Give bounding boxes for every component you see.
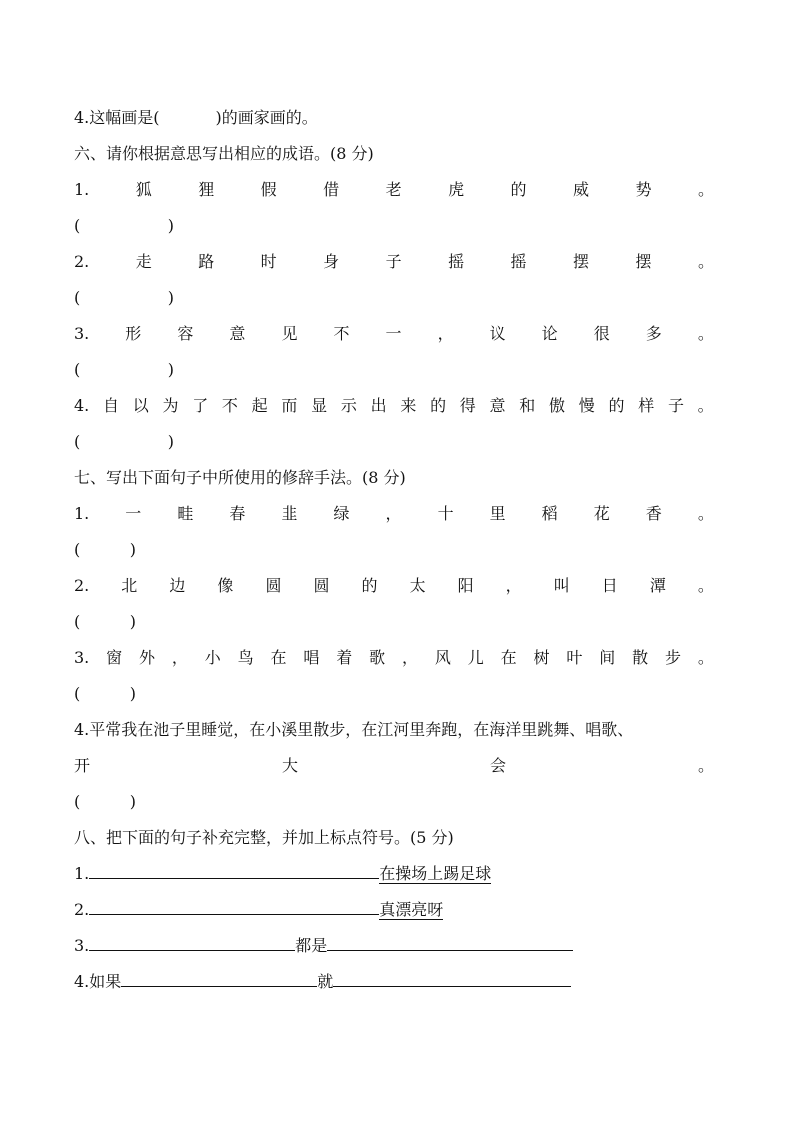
char: 以 bbox=[132, 396, 149, 415]
q5-item-4-suffix: )的画家画的。 bbox=[215, 108, 318, 127]
char: 为 bbox=[162, 396, 179, 415]
answer-parentheses[interactable] bbox=[74, 680, 136, 708]
paren-open: ( bbox=[74, 684, 81, 703]
char: 会 bbox=[489, 756, 506, 775]
char: 摇 bbox=[510, 252, 527, 271]
char: 虎 bbox=[448, 180, 465, 199]
char: 花 bbox=[593, 504, 610, 523]
fill-in-blank[interactable] bbox=[89, 896, 379, 915]
char: 。 bbox=[697, 324, 714, 343]
char: 示 bbox=[340, 396, 357, 415]
char: 香 bbox=[645, 504, 662, 523]
char: 十 bbox=[437, 504, 454, 523]
s6-item-3 bbox=[74, 320, 714, 348]
s6-item-1 bbox=[74, 176, 714, 204]
char: 太 bbox=[409, 576, 426, 595]
char: 论 bbox=[541, 324, 558, 343]
char: 摇 bbox=[448, 252, 465, 271]
fill-in-blank[interactable] bbox=[89, 860, 379, 879]
char: 在 bbox=[500, 648, 517, 667]
char: 阳 bbox=[457, 576, 474, 595]
q5-item-4 bbox=[74, 104, 714, 132]
char: 叫 bbox=[553, 576, 570, 595]
char: 借 bbox=[323, 180, 340, 199]
s7-item-4-line-1: 4.平常我在池子里睡觉，在小溪里散步，在江河里奔跑，在海洋里跳舞、唱歌、 bbox=[74, 720, 634, 739]
s8-item-4-mid: 就 bbox=[317, 972, 334, 991]
char: 稻 bbox=[541, 504, 558, 523]
char: 圆 bbox=[265, 576, 282, 595]
s6-item-2 bbox=[74, 248, 714, 276]
char: ， bbox=[385, 504, 402, 523]
paren-close: ) bbox=[129, 792, 136, 811]
s7-answer-2[interactable] bbox=[74, 608, 714, 636]
paren-close: ) bbox=[167, 360, 174, 379]
s6-answer-2[interactable] bbox=[74, 284, 714, 312]
char: 的 bbox=[510, 180, 527, 199]
char: 子 bbox=[385, 252, 402, 271]
s7-item-2 bbox=[74, 572, 714, 600]
char: 多 bbox=[645, 324, 662, 343]
s8-item-2-tail: 真漂亮呀 bbox=[379, 900, 444, 919]
fill-in-blank[interactable] bbox=[89, 932, 295, 951]
char: 而 bbox=[281, 396, 298, 415]
char: 着 bbox=[336, 648, 353, 667]
char: 老 bbox=[385, 180, 402, 199]
s7-item-2-num: 2. bbox=[74, 576, 90, 595]
answer-parentheses[interactable] bbox=[74, 356, 174, 384]
paren-close: ) bbox=[167, 288, 174, 307]
char: 容 bbox=[177, 324, 194, 343]
s8-item-4-num: 4.如果 bbox=[74, 972, 122, 991]
char: 叶 bbox=[566, 648, 583, 667]
s6-answer-1[interactable] bbox=[74, 212, 714, 240]
char: 小 bbox=[204, 648, 221, 667]
s8-item-1-num: 1. bbox=[74, 864, 90, 883]
s6-item-3-num: 3. bbox=[74, 324, 90, 343]
char: 韭 bbox=[281, 504, 298, 523]
char: 儿 bbox=[467, 648, 484, 667]
s7-answer-1[interactable] bbox=[74, 536, 714, 564]
paren-close: ) bbox=[167, 216, 174, 235]
s7-item-3-num: 3. bbox=[74, 648, 90, 667]
char: 散 bbox=[632, 648, 649, 667]
char: 在 bbox=[270, 648, 287, 667]
s7-item-3 bbox=[74, 644, 714, 672]
char: 唱 bbox=[303, 648, 320, 667]
char: 。 bbox=[697, 396, 714, 415]
char: 歌 bbox=[369, 648, 386, 667]
s6-item-2-num: 2. bbox=[74, 252, 90, 271]
section-8-heading: 八、把下面的句子补充完整，并加上标点符号。(5 分) bbox=[74, 828, 454, 847]
char: 显 bbox=[311, 396, 328, 415]
char: 和 bbox=[519, 396, 536, 415]
s8-item-1-tail: 在操场上踢足球 bbox=[379, 864, 492, 883]
char: 风 bbox=[434, 648, 451, 667]
answer-parentheses[interactable] bbox=[74, 212, 174, 240]
char: 。 bbox=[697, 252, 714, 271]
char: 假 bbox=[260, 180, 277, 199]
char: 树 bbox=[533, 648, 550, 667]
s6-item-1-num: 1. bbox=[74, 180, 90, 199]
char: 不 bbox=[333, 324, 350, 343]
answer-parentheses[interactable] bbox=[74, 284, 174, 312]
char: 傲 bbox=[549, 396, 566, 415]
s7-item-1 bbox=[74, 500, 714, 528]
char: 摆 bbox=[573, 252, 590, 271]
paren-open: ( bbox=[74, 432, 81, 451]
char: 像 bbox=[217, 576, 234, 595]
char: 。 bbox=[697, 504, 714, 523]
s7-item-4-line-2 bbox=[74, 752, 714, 780]
answer-parentheses[interactable] bbox=[74, 428, 174, 456]
answer-parentheses[interactable] bbox=[74, 536, 136, 564]
char: 摆 bbox=[635, 252, 652, 271]
char: ， bbox=[171, 648, 188, 667]
char: 间 bbox=[599, 648, 616, 667]
s8-item-2 bbox=[74, 896, 714, 924]
char: 很 bbox=[593, 324, 610, 343]
paren-open: ( bbox=[74, 612, 81, 631]
char: 了 bbox=[192, 396, 209, 415]
char: 春 bbox=[229, 504, 246, 523]
section-6-heading: 六、请你根据意思写出相应的成语。(8 分) bbox=[74, 144, 374, 163]
s6-item-4 bbox=[74, 392, 714, 420]
char: 子 bbox=[667, 396, 684, 415]
char: 日 bbox=[601, 576, 618, 595]
fill-in-blank[interactable] bbox=[327, 932, 573, 951]
char: 一 bbox=[125, 504, 142, 523]
paren-open: ( bbox=[74, 540, 81, 559]
s8-item-1 bbox=[74, 860, 714, 888]
char: 出 bbox=[370, 396, 387, 415]
char: 北 bbox=[121, 576, 138, 595]
char: 鸟 bbox=[237, 648, 254, 667]
s7-answer-3[interactable] bbox=[74, 680, 714, 708]
s8-item-4 bbox=[74, 968, 714, 996]
s8-item-3-mid: 都是 bbox=[295, 936, 328, 955]
s8-item-3-num: 3. bbox=[74, 936, 90, 955]
s8-item-3 bbox=[74, 932, 714, 960]
char: 势 bbox=[635, 180, 652, 199]
char: 外 bbox=[139, 648, 156, 667]
char: 的 bbox=[608, 396, 625, 415]
char: 大 bbox=[281, 756, 298, 775]
char: 。 bbox=[697, 648, 714, 667]
char: 潭 bbox=[649, 576, 666, 595]
char: 绿 bbox=[333, 504, 350, 523]
char: 。 bbox=[697, 180, 714, 199]
char: 威 bbox=[573, 180, 590, 199]
char: 边 bbox=[169, 576, 186, 595]
char: 得 bbox=[459, 396, 476, 415]
char: 的 bbox=[361, 576, 378, 595]
q5-item-4-prefix: 4.这幅画是( bbox=[74, 108, 160, 127]
char: 一 bbox=[385, 324, 402, 343]
s7-answer-4[interactable] bbox=[74, 788, 714, 816]
fill-in-blank[interactable] bbox=[333, 968, 571, 987]
section-7-heading: 七、写出下面句子中所使用的修辞手法。(8 分) bbox=[74, 468, 406, 487]
paren-close: ) bbox=[129, 612, 136, 631]
paren-close: ) bbox=[129, 684, 136, 703]
char: 圆 bbox=[313, 576, 330, 595]
s7-item-1-num: 1. bbox=[74, 504, 90, 523]
char: 畦 bbox=[177, 504, 194, 523]
char: 不 bbox=[221, 396, 238, 415]
paren-close: ) bbox=[129, 540, 136, 559]
answer-parentheses[interactable] bbox=[74, 788, 136, 816]
char: 的 bbox=[430, 396, 447, 415]
fill-in-blank[interactable] bbox=[121, 968, 317, 987]
char: 时 bbox=[260, 252, 277, 271]
char: 起 bbox=[251, 396, 268, 415]
char: 形 bbox=[125, 324, 142, 343]
char: 来 bbox=[400, 396, 417, 415]
paren-open: ( bbox=[74, 288, 81, 307]
char: ， bbox=[505, 576, 522, 595]
s6-answer-4[interactable] bbox=[74, 428, 714, 456]
char: 窗 bbox=[106, 648, 123, 667]
char: 路 bbox=[198, 252, 215, 271]
s8-item-2-num: 2. bbox=[74, 900, 90, 919]
char: 步 bbox=[665, 648, 682, 667]
char: 走 bbox=[135, 252, 152, 271]
char: 身 bbox=[323, 252, 340, 271]
char: ， bbox=[437, 324, 454, 343]
paren-open: ( bbox=[74, 360, 81, 379]
s6-answer-3[interactable] bbox=[74, 356, 714, 384]
char: 自 bbox=[102, 396, 119, 415]
char: 。 bbox=[697, 576, 714, 595]
char: 议 bbox=[489, 324, 506, 343]
char: ， bbox=[402, 648, 419, 667]
char: 。 bbox=[697, 756, 714, 775]
char: 慢 bbox=[578, 396, 595, 415]
char: 意 bbox=[489, 396, 506, 415]
char: 里 bbox=[489, 504, 506, 523]
char: 狐 bbox=[135, 180, 152, 199]
paren-close: ) bbox=[167, 432, 174, 451]
answer-parentheses[interactable] bbox=[74, 608, 136, 636]
paren-open: ( bbox=[74, 216, 81, 235]
char: 狸 bbox=[198, 180, 215, 199]
char: 见 bbox=[281, 324, 298, 343]
char: 开 bbox=[74, 756, 91, 775]
char: 意 bbox=[229, 324, 246, 343]
paren-open: ( bbox=[74, 792, 81, 811]
char: 样 bbox=[638, 396, 655, 415]
s6-item-4-num: 4. bbox=[74, 396, 90, 415]
